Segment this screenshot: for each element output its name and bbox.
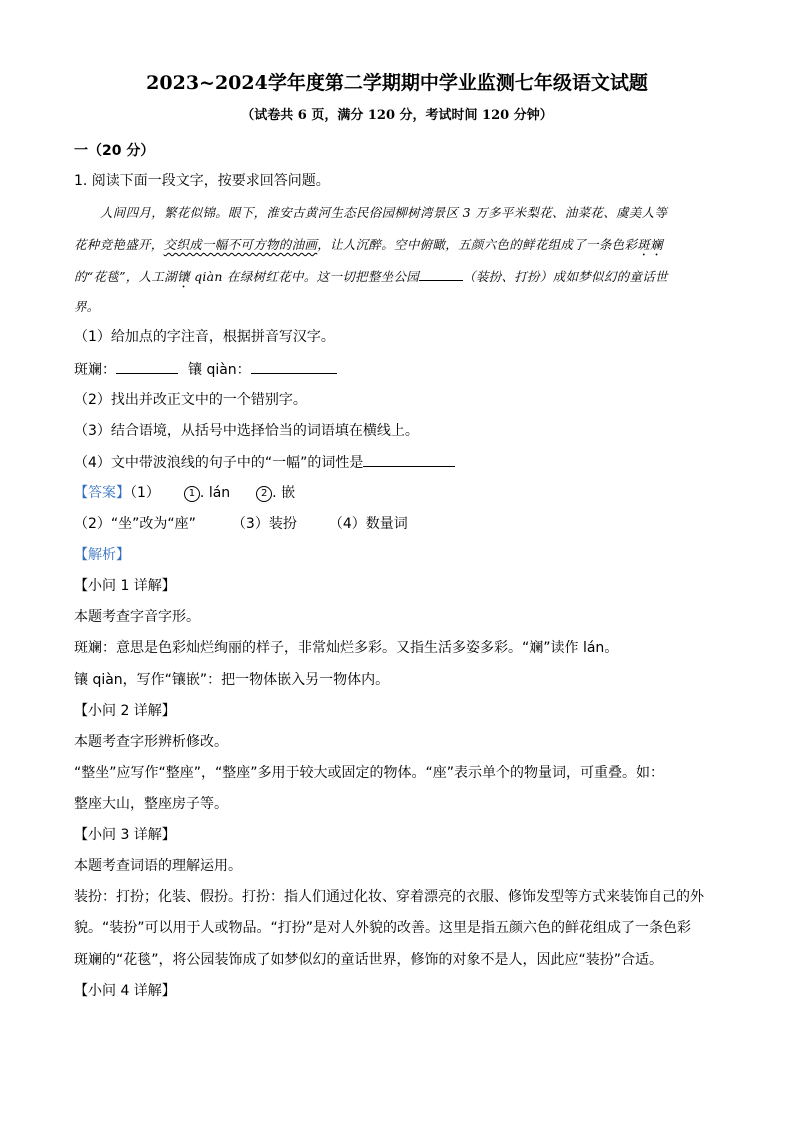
passage-text: qiàn 在绿树红花中。这一切把整坐公园 bbox=[189, 269, 420, 284]
sub-question-3: （3）结合语境，从括号中选择恰当的词语填在横线上。 bbox=[74, 423, 419, 439]
sub-question-2: （2）找出并改正文中的一个错别字。 bbox=[74, 392, 307, 408]
page-title: 2023~2024学年度第二学期期中学业监测七年级语文试题 bbox=[146, 72, 648, 94]
fill-blank[interactable] bbox=[251, 359, 337, 374]
circled-number: 2 bbox=[256, 486, 272, 502]
sub-analysis-heading: 【小问 3 详解】 bbox=[74, 827, 176, 843]
sub-question-text: （4）文中带波浪线的句子中的“一幅”的词性是 bbox=[74, 455, 364, 471]
fill-label: 斑斓： bbox=[74, 362, 116, 378]
sub-analysis-heading: 【小问 2 详解】 bbox=[74, 703, 176, 719]
answer-line-2 bbox=[74, 514, 408, 534]
passage-text: （装扮、打扮）成如梦似幻的童话世 bbox=[463, 269, 668, 284]
analysis-text: 本题考查词语的理解运用。 bbox=[74, 858, 242, 874]
passage-text: 的“花毯”，人工湖 bbox=[74, 269, 177, 284]
sub-question-4 bbox=[74, 452, 455, 473]
passage-text: 人间四月，繁花似锦。眼下，淮安古黄河生态民俗园柳树湾景区 3 万多平米梨花、油菜花、虞美人等 bbox=[100, 205, 668, 220]
analysis-text: “整坐”应写作“整座”，“整座”多用于较大或固定的物体。“座”表示单个的物量词，可重叠。如： bbox=[74, 765, 665, 781]
dotted-word: 镶 bbox=[176, 269, 190, 284]
analysis-text: 镶 qiàn，写作“镶嵌”：把一物体嵌入另一物体内。 bbox=[74, 672, 390, 688]
answer-part: （4）数量词 bbox=[328, 516, 408, 532]
sub-question-1: （1）给加点的字注音，根据拼音写汉字。 bbox=[74, 329, 335, 345]
analysis-text: 斑斓的“花毯”，将公园装饰成了如梦似幻的童话世界，修饰的对象不是人，因此应“装扮”合适。 bbox=[74, 952, 664, 968]
passage-line-4: 界。 bbox=[74, 299, 100, 314]
analysis-tag: 【解析】 bbox=[74, 547, 130, 563]
analysis-text: 本题考查字音字形。 bbox=[74, 609, 200, 625]
sub-analysis-heading: 【小问 1 详解】 bbox=[74, 578, 176, 594]
dotted-word: 斑斓 bbox=[637, 237, 663, 252]
analysis-text: 装扮：打扮；化装、假扮。打扮：指人们通过化妆、穿着漂亮的衣服、修饰发型等方式来装饰自己的外 bbox=[74, 889, 704, 905]
circled-number: 1 bbox=[184, 486, 200, 502]
passage-text: 花种竞艳盛开， bbox=[74, 237, 164, 252]
answer-part: （2）“坐”改为“座” bbox=[74, 516, 196, 532]
wavy-underlined-sentence: 交织成一幅不可方物的油画 bbox=[163, 237, 318, 252]
page-subtitle: （试卷共 6 页，满分 120 分，考试时间 120 分钟） bbox=[241, 108, 553, 123]
answer-part: （3）装扮 bbox=[231, 516, 297, 532]
answer-tag: 【答案】 bbox=[74, 485, 130, 501]
fill-line bbox=[74, 359, 337, 380]
answer-part: . 嵌 bbox=[272, 485, 296, 501]
answer-part: （1） bbox=[130, 485, 160, 501]
answer-part: . lán bbox=[199, 485, 231, 501]
analysis-text: 貌。“装扮”可以用于人或物品。“打扮”是对人外貌的改善。这里是指五颜六色的鲜花组成了一条色彩 bbox=[74, 920, 692, 936]
passage-line-1 bbox=[100, 203, 667, 223]
sub-analysis-heading: 【小问 4 详解】 bbox=[74, 983, 176, 999]
analysis-text: 本题考查字形辨析修改。 bbox=[74, 734, 228, 750]
fill-label: 镶 qiàn： bbox=[188, 362, 251, 378]
answer-line-1 bbox=[74, 483, 295, 503]
passage-line-3 bbox=[74, 266, 668, 291]
question-prompt: 1. 阅读下面一段文字，按要求回答问题。 bbox=[74, 173, 330, 189]
analysis-text: 斑斓：意思是色彩灿烂绚丽的样子，非常灿烂多彩。又指生活多姿多彩。“斓”读作 lán。 bbox=[74, 640, 619, 656]
section-heading: 一（20 分） bbox=[74, 143, 155, 159]
passage-text: ，让人沉醉。空中俯瞰，五颜六色的鲜花组成了一条色彩 bbox=[317, 237, 638, 252]
fill-blank[interactable] bbox=[116, 359, 178, 374]
passage-line-2 bbox=[74, 235, 663, 259]
analysis-text: 整座大山，整座房子等。 bbox=[74, 796, 228, 812]
fill-blank[interactable] bbox=[419, 266, 463, 281]
fill-blank[interactable] bbox=[363, 452, 455, 467]
